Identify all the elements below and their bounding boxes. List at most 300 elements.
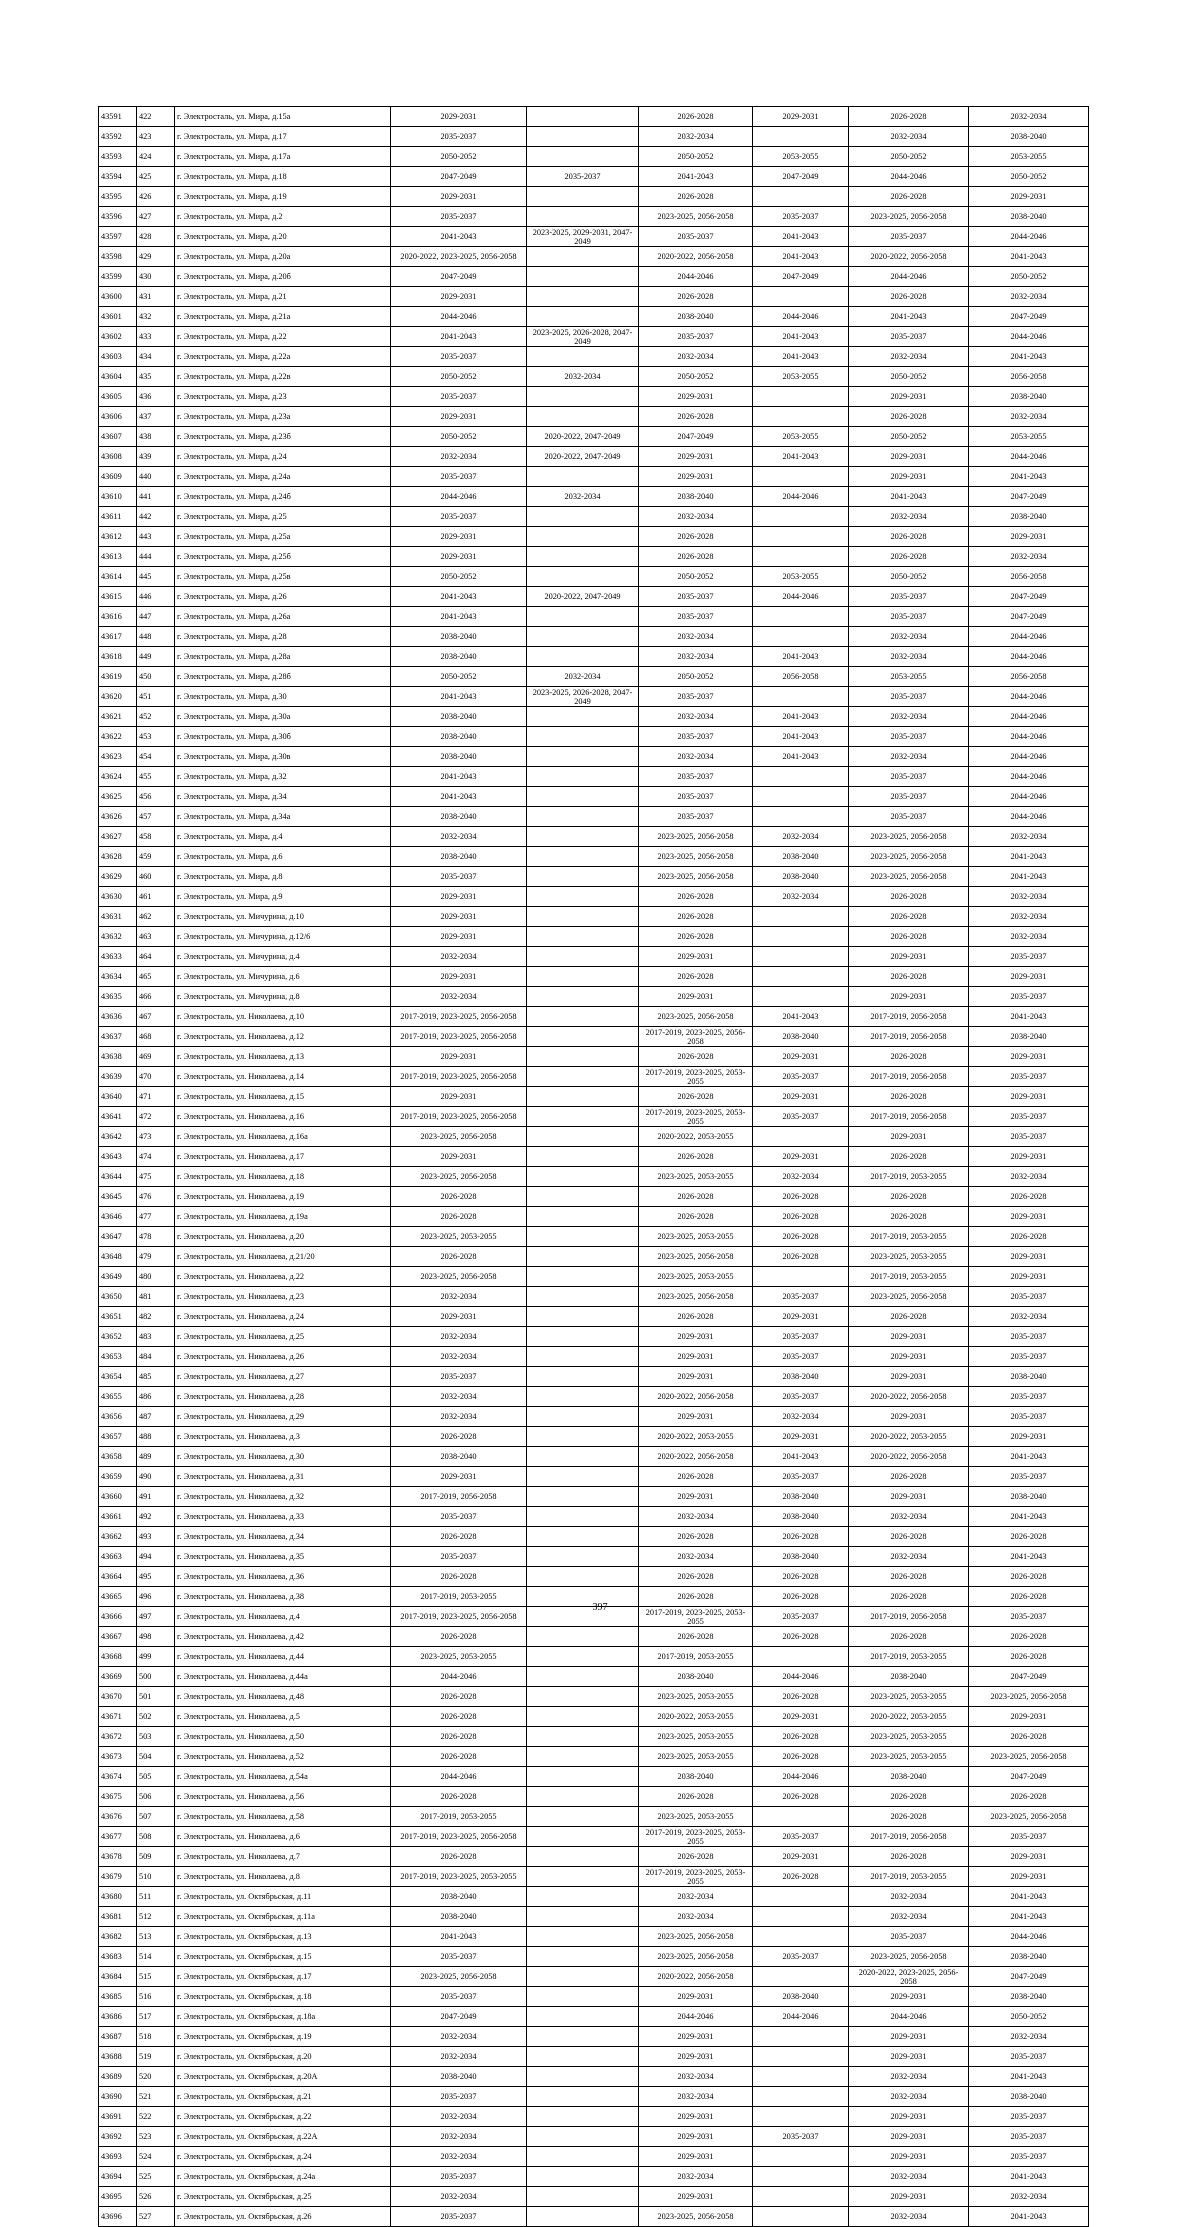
col7-period-cell: 2035-2037 (753, 2127, 849, 2147)
table-row (99, 1547, 1089, 1567)
row-number-cell: 510 (137, 1867, 175, 1887)
col8-period-cell: 2017-2019, 2053-2055 (849, 1647, 969, 1667)
col7-period-cell (753, 987, 849, 1007)
address-cell: г. Электросталь, ул. Мира, д.23а (175, 407, 391, 427)
col8-period-cell: 2032-2034 (849, 707, 969, 727)
col7-period-cell: 2044-2046 (753, 487, 849, 507)
table-row (99, 1647, 1089, 1667)
col9-period-cell: 2041-2043 (969, 867, 1089, 887)
col6-period-cell: 2032-2034 (639, 127, 753, 147)
address-cell: г. Электросталь, ул. Октябрьская, д.20 (175, 2047, 391, 2067)
col6-period-cell: 2020-2022, 2053-2055 (639, 1707, 753, 1727)
col4-period-cell: 2026-2028 (391, 1687, 527, 1707)
col4-period-cell: 2032-2034 (391, 2047, 527, 2067)
col5-period-cell (527, 1827, 639, 1847)
col4-period-cell: 2035-2037 (391, 1547, 527, 1567)
table-row (99, 327, 1089, 347)
col5-period-cell (527, 1347, 639, 1367)
table-row (99, 347, 1089, 367)
address-cell: г. Электросталь, ул. Мира, д.22а (175, 347, 391, 367)
table-row (99, 667, 1089, 687)
col5-period-cell: 2035-2037 (527, 167, 639, 187)
table-row (99, 927, 1089, 947)
record-id-cell: 43693 (99, 2147, 137, 2167)
col7-period-cell: 2032-2034 (753, 1167, 849, 1187)
record-id-cell: 43639 (99, 1067, 137, 1087)
col6-period-cell: 2035-2037 (639, 767, 753, 787)
col5-period-cell (527, 1207, 639, 1227)
col4-period-cell: 2023-2025, 2056-2058 (391, 1967, 527, 1987)
row-number-cell: 437 (137, 407, 175, 427)
record-id-cell: 43670 (99, 1687, 137, 1707)
table-row (99, 1427, 1089, 1447)
col7-period-cell (753, 407, 849, 427)
col8-period-cell: 2050-2052 (849, 367, 969, 387)
col5-period-cell: 2023-2025, 2026-2028, 2047-2049 (527, 327, 639, 347)
table-row (99, 647, 1089, 667)
col7-period-cell (753, 947, 849, 967)
row-number-cell: 496 (137, 1587, 175, 1607)
table-row (99, 1867, 1089, 1887)
row-number-cell: 521 (137, 2087, 175, 2107)
col7-period-cell: 2026-2028 (753, 1687, 849, 1707)
col5-period-cell (527, 307, 639, 327)
table-row (99, 607, 1089, 627)
col9-period-cell: 2053-2055 (969, 427, 1089, 447)
col7-period-cell (753, 527, 849, 547)
table-row (99, 1447, 1089, 1467)
col5-period-cell (527, 387, 639, 407)
col9-period-cell: 2035-2037 (969, 1347, 1089, 1367)
col7-period-cell: 2056-2058 (753, 667, 849, 687)
col4-period-cell: 2032-2034 (391, 2107, 527, 2127)
col7-period-cell: 2035-2037 (753, 1067, 849, 1087)
record-id-cell: 43672 (99, 1727, 137, 1747)
col5-period-cell (527, 767, 639, 787)
address-cell: г. Электросталь, ул. Николаева, д.23 (175, 1287, 391, 1307)
address-cell: г. Электросталь, ул. Мира, д.18 (175, 167, 391, 187)
table-row (99, 487, 1089, 507)
table-row (99, 1167, 1089, 1187)
col8-period-cell: 2017-2019, 2056-2058 (849, 1827, 969, 1847)
table-row (99, 1407, 1089, 1427)
address-cell: г. Электросталь, ул. Октябрьская, д.22 (175, 2107, 391, 2127)
table-row (99, 1967, 1089, 1987)
col6-period-cell: 2026-2028 (639, 1047, 753, 1067)
record-id-cell: 43677 (99, 1827, 137, 1847)
record-id-cell: 43613 (99, 547, 137, 567)
row-number-cell: 428 (137, 227, 175, 247)
col4-period-cell: 2035-2037 (391, 1947, 527, 1967)
address-cell: г. Электросталь, ул. Николаева, д.30 (175, 1447, 391, 1467)
record-id-cell: 43686 (99, 2007, 137, 2027)
table-row (99, 1707, 1089, 1727)
record-id-cell: 43608 (99, 447, 137, 467)
record-id-cell: 43593 (99, 147, 137, 167)
col6-period-cell: 2035-2037 (639, 687, 753, 707)
record-id-cell: 43629 (99, 867, 137, 887)
record-id-cell: 43662 (99, 1527, 137, 1547)
col9-period-cell: 2044-2046 (969, 627, 1089, 647)
row-number-cell: 422 (137, 107, 175, 127)
record-id-cell: 43633 (99, 947, 137, 967)
col6-period-cell: 2023-2025, 2053-2055 (639, 1267, 753, 1287)
col6-period-cell: 2035-2037 (639, 607, 753, 627)
col8-period-cell: 2044-2046 (849, 167, 969, 187)
col5-period-cell (527, 1567, 639, 1587)
col8-period-cell: 2032-2034 (849, 2207, 969, 2227)
col6-period-cell: 2023-2025, 2056-2058 (639, 827, 753, 847)
col4-period-cell: 2038-2040 (391, 1887, 527, 1907)
col4-period-cell: 2032-2034 (391, 827, 527, 847)
address-cell: г. Электросталь, ул. Мира, д.20а (175, 247, 391, 267)
col6-period-cell: 2032-2034 (639, 507, 753, 527)
record-id-cell: 43595 (99, 187, 137, 207)
address-cell: г. Электросталь, ул. Николаева, д.3 (175, 1427, 391, 1447)
address-cell: г. Электросталь, ул. Николаева, д.28 (175, 1387, 391, 1407)
col8-period-cell: 2029-2031 (849, 2127, 969, 2147)
col4-period-cell: 2029-2031 (391, 107, 527, 127)
address-cell: г. Электросталь, ул. Мира, д.28а (175, 647, 391, 667)
col8-period-cell: 2050-2052 (849, 567, 969, 587)
table-row (99, 1307, 1089, 1327)
col4-period-cell: 2038-2040 (391, 1447, 527, 1467)
table-row (99, 887, 1089, 907)
row-number-cell: 525 (137, 2167, 175, 2187)
col9-period-cell: 2044-2046 (969, 647, 1089, 667)
address-cell: г. Электросталь, ул. Николаева, д.6 (175, 1827, 391, 1847)
col8-period-cell: 2029-2031 (849, 1347, 969, 1367)
row-number-cell: 516 (137, 1987, 175, 2007)
row-number-cell: 501 (137, 1687, 175, 1707)
row-number-cell: 492 (137, 1507, 175, 1527)
address-cell: г. Электросталь, ул. Николаева, д.56 (175, 1787, 391, 1807)
col4-period-cell: 2032-2034 (391, 2147, 527, 2167)
col4-period-cell: 2047-2049 (391, 267, 527, 287)
col6-period-cell: 2032-2034 (639, 627, 753, 647)
col5-period-cell (527, 1847, 639, 1867)
col8-period-cell: 2026-2028 (849, 1087, 969, 1107)
address-cell: г. Электросталь, ул. Николаева, д.58 (175, 1807, 391, 1827)
col5-period-cell (527, 467, 639, 487)
col7-period-cell (753, 467, 849, 487)
record-id-cell: 43646 (99, 1207, 137, 1227)
col4-period-cell: 2035-2037 (391, 507, 527, 527)
col4-period-cell: 2026-2028 (391, 1567, 527, 1587)
col9-period-cell: 2035-2037 (969, 2127, 1089, 2147)
col8-period-cell: 2026-2028 (849, 287, 969, 307)
col9-period-cell: 2047-2049 (969, 307, 1089, 327)
record-id-cell: 43632 (99, 927, 137, 947)
table-row (99, 407, 1089, 427)
col8-period-cell: 2044-2046 (849, 267, 969, 287)
col4-period-cell: 2029-2031 (391, 1467, 527, 1487)
col6-period-cell: 2023-2025, 2053-2055 (639, 1807, 753, 1827)
row-number-cell: 478 (137, 1227, 175, 1247)
row-number-cell: 457 (137, 807, 175, 827)
record-id-cell: 43615 (99, 587, 137, 607)
col4-period-cell: 2038-2040 (391, 807, 527, 827)
col8-period-cell: 2023-2025, 2056-2058 (849, 1947, 969, 1967)
schedule-table (98, 106, 1089, 2227)
address-cell: г. Электросталь, ул. Николаева, д.19а (175, 1207, 391, 1227)
col4-period-cell: 2041-2043 (391, 227, 527, 247)
col4-period-cell: 2029-2031 (391, 527, 527, 547)
col9-period-cell: 2038-2040 (969, 1987, 1089, 2007)
col8-period-cell: 2029-2031 (849, 447, 969, 467)
record-id-cell: 43612 (99, 527, 137, 547)
col8-period-cell: 2020-2022, 2056-2058 (849, 1387, 969, 1407)
table-row (99, 2007, 1089, 2027)
row-number-cell: 461 (137, 887, 175, 907)
col4-period-cell: 2035-2037 (391, 867, 527, 887)
table-row (99, 187, 1089, 207)
col8-period-cell: 2017-2019, 2056-2058 (849, 1107, 969, 1127)
col5-period-cell: 2020-2022, 2047-2049 (527, 447, 639, 467)
address-cell: г. Электросталь, ул. Николаева, д.42 (175, 1627, 391, 1647)
address-cell: г. Электросталь, ул. Мира, д.15а (175, 107, 391, 127)
address-cell: г. Электросталь, ул. Мичурина, д.4 (175, 947, 391, 967)
col9-period-cell: 2038-2040 (969, 1487, 1089, 1507)
row-number-cell: 520 (137, 2067, 175, 2087)
col9-period-cell: 2026-2028 (969, 1647, 1089, 1667)
table-row (99, 1487, 1089, 1507)
col5-period-cell (527, 1187, 639, 1207)
col9-period-cell: 2035-2037 (969, 1827, 1089, 1847)
record-id-cell: 43675 (99, 1787, 137, 1807)
col5-period-cell (527, 807, 639, 827)
record-id-cell: 43689 (99, 2067, 137, 2087)
col7-period-cell: 2047-2049 (753, 167, 849, 187)
table-row (99, 127, 1089, 147)
table-row (99, 547, 1089, 567)
col5-period-cell (527, 1947, 639, 1967)
col4-period-cell: 2017-2019, 2023-2025, 2056-2058 (391, 1027, 527, 1047)
record-id-cell: 43649 (99, 1267, 137, 1287)
col7-period-cell: 2038-2040 (753, 1367, 849, 1387)
address-cell: г. Электросталь, ул. Николаева, д.14 (175, 1067, 391, 1087)
record-id-cell: 43650 (99, 1287, 137, 1307)
col6-period-cell: 2038-2040 (639, 307, 753, 327)
col7-period-cell: 2035-2037 (753, 1347, 849, 1367)
col6-period-cell: 2032-2034 (639, 1547, 753, 1567)
col5-period-cell (527, 1287, 639, 1307)
row-number-cell: 511 (137, 1887, 175, 1907)
col9-period-cell: 2023-2025, 2056-2058 (969, 1747, 1089, 1767)
col5-period-cell (527, 1367, 639, 1387)
col4-period-cell: 2032-2034 (391, 1387, 527, 1407)
col9-period-cell: 2029-2031 (969, 1707, 1089, 1727)
row-number-cell: 509 (137, 1847, 175, 1867)
col4-period-cell: 2044-2046 (391, 1667, 527, 1687)
col6-period-cell: 2032-2034 (639, 647, 753, 667)
col6-period-cell: 2023-2025, 2053-2055 (639, 1167, 753, 1187)
col7-period-cell (753, 907, 849, 927)
record-id-cell: 43628 (99, 847, 137, 867)
address-cell: г. Электросталь, ул. Николаева, д.27 (175, 1367, 391, 1387)
col4-period-cell: 2026-2028 (391, 1247, 527, 1267)
col5-period-cell (527, 1247, 639, 1267)
col8-period-cell: 2023-2025, 2053-2055 (849, 1687, 969, 1707)
address-cell: г. Электросталь, ул. Николаева, д.20 (175, 1227, 391, 1247)
col5-period-cell (527, 1907, 639, 1927)
col8-period-cell: 2026-2028 (849, 1627, 969, 1647)
row-number-cell: 499 (137, 1647, 175, 1667)
col5-period-cell (527, 1547, 639, 1567)
col8-period-cell: 2020-2022, 2023-2025, 2056-2058 (849, 1967, 969, 1987)
col6-period-cell: 2029-2031 (639, 447, 753, 467)
row-number-cell: 445 (137, 567, 175, 587)
address-cell: г. Электросталь, ул. Мира, д.26 (175, 587, 391, 607)
col9-period-cell: 2032-2034 (969, 887, 1089, 907)
col5-period-cell: 2032-2034 (527, 487, 639, 507)
row-number-cell: 441 (137, 487, 175, 507)
col7-period-cell: 2029-2031 (753, 1847, 849, 1867)
col6-period-cell: 2023-2025, 2056-2058 (639, 847, 753, 867)
col4-period-cell: 2026-2028 (391, 1787, 527, 1807)
table-row (99, 1107, 1089, 1127)
col7-period-cell (753, 927, 849, 947)
col8-period-cell: 2032-2034 (849, 507, 969, 527)
col4-period-cell: 2041-2043 (391, 587, 527, 607)
record-id-cell: 43643 (99, 1147, 137, 1167)
col9-period-cell: 2032-2034 (969, 547, 1089, 567)
address-cell: г. Электросталь, ул. Мира, д.6 (175, 847, 391, 867)
col7-period-cell: 2041-2043 (753, 747, 849, 767)
col5-period-cell: 2032-2034 (527, 367, 639, 387)
col4-period-cell: 2023-2025, 2056-2058 (391, 1167, 527, 1187)
col4-period-cell: 2026-2028 (391, 1727, 527, 1747)
col9-period-cell: 2047-2049 (969, 607, 1089, 627)
col9-period-cell: 2032-2034 (969, 827, 1089, 847)
col8-period-cell: 2029-2031 (849, 1367, 969, 1387)
col7-period-cell (753, 787, 849, 807)
address-cell: г. Электросталь, ул. Николаева, д.4 (175, 1607, 391, 1627)
table-row (99, 807, 1089, 827)
col4-period-cell: 2038-2040 (391, 2067, 527, 2087)
col7-period-cell: 2026-2028 (753, 1227, 849, 1247)
col8-period-cell: 2029-2031 (849, 467, 969, 487)
address-cell: г. Электросталь, ул. Николаева, д.38 (175, 1587, 391, 1607)
col4-period-cell: 2044-2046 (391, 1767, 527, 1787)
col6-period-cell: 2023-2025, 2056-2058 (639, 867, 753, 887)
col9-period-cell: 2038-2040 (969, 207, 1089, 227)
row-number-cell: 502 (137, 1707, 175, 1727)
col8-period-cell: 2029-2031 (849, 1327, 969, 1347)
row-number-cell: 444 (137, 547, 175, 567)
row-number-cell: 466 (137, 987, 175, 1007)
col7-period-cell: 2041-2043 (753, 647, 849, 667)
col7-period-cell: 2053-2055 (753, 567, 849, 587)
address-cell: г. Электросталь, ул. Николаева, д.15 (175, 1087, 391, 1107)
col4-period-cell: 2029-2031 (391, 927, 527, 947)
table-row (99, 147, 1089, 167)
record-id-cell: 43591 (99, 107, 137, 127)
table-row (99, 2127, 1089, 2147)
table-row (99, 1127, 1089, 1147)
address-cell: г. Электросталь, ул. Николаева, д.44а (175, 1667, 391, 1687)
table-row (99, 727, 1089, 747)
record-id-cell: 43640 (99, 1087, 137, 1107)
col6-period-cell: 2026-2028 (639, 907, 753, 927)
address-cell: г. Электросталь, ул. Мичурина, д.12/6 (175, 927, 391, 947)
col4-period-cell: 2035-2037 (391, 2167, 527, 2187)
address-cell: г. Электросталь, ул. Мира, д.34 (175, 787, 391, 807)
col7-period-cell (753, 1907, 849, 1927)
table-row (99, 767, 1089, 787)
address-cell: г. Электросталь, ул. Николаева, д.36 (175, 1567, 391, 1587)
table-row (99, 2087, 1089, 2107)
table-row (99, 2067, 1089, 2087)
col4-period-cell: 2032-2034 (391, 2027, 527, 2047)
col7-period-cell: 2029-2031 (753, 107, 849, 127)
col8-period-cell: 2026-2028 (849, 1207, 969, 1227)
col5-period-cell (527, 707, 639, 727)
row-number-cell: 484 (137, 1347, 175, 1367)
col7-period-cell: 2026-2028 (753, 1247, 849, 1267)
col6-period-cell: 2029-2031 (639, 1987, 753, 2007)
col4-period-cell: 2026-2028 (391, 1527, 527, 1547)
address-cell: г. Электросталь, ул. Мира, д.19 (175, 187, 391, 207)
col9-period-cell: 2029-2031 (969, 1247, 1089, 1267)
col7-period-cell: 2026-2028 (753, 1747, 849, 1767)
col6-period-cell: 2035-2037 (639, 327, 753, 347)
col4-period-cell: 2035-2037 (391, 467, 527, 487)
table-row (99, 1807, 1089, 1827)
address-cell: г. Электросталь, ул. Мира, д.24 (175, 447, 391, 467)
table-row (99, 2027, 1089, 2047)
address-cell: г. Электросталь, ул. Мира, д.21а (175, 307, 391, 327)
table-row (99, 427, 1089, 447)
address-cell: г. Электросталь, ул. Николаева, д.29 (175, 1407, 391, 1427)
table-row (99, 1267, 1089, 1287)
col4-period-cell: 2026-2028 (391, 1187, 527, 1207)
record-id-cell: 43665 (99, 1587, 137, 1607)
col5-period-cell (527, 187, 639, 207)
address-cell: г. Электросталь, ул. Октябрьская, д.18 (175, 1987, 391, 2007)
col6-period-cell: 2020-2022, 2056-2058 (639, 247, 753, 267)
address-cell: г. Электросталь, ул. Мира, д.17а (175, 147, 391, 167)
record-id-cell: 43598 (99, 247, 137, 267)
record-id-cell: 43684 (99, 1967, 137, 1987)
address-cell: г. Электросталь, ул. Николаева, д.24 (175, 1307, 391, 1327)
col9-period-cell: 2041-2043 (969, 1447, 1089, 1467)
col8-period-cell: 2023-2025, 2056-2058 (849, 207, 969, 227)
col6-period-cell: 2029-2031 (639, 2127, 753, 2147)
col4-period-cell: 2017-2019, 2023-2025, 2056-2058 (391, 1607, 527, 1627)
record-id-cell: 43621 (99, 707, 137, 727)
col5-period-cell (527, 107, 639, 127)
col5-period-cell (527, 1467, 639, 1487)
col4-period-cell: 2029-2031 (391, 547, 527, 567)
address-cell: г. Электросталь, ул. Мира, д.20 (175, 227, 391, 247)
address-cell: г. Электросталь, ул. Мира, д.30в (175, 747, 391, 767)
col7-period-cell: 2044-2046 (753, 1667, 849, 1687)
col6-period-cell: 2023-2025, 2053-2055 (639, 1727, 753, 1747)
col7-period-cell: 2029-2031 (753, 1307, 849, 1327)
col6-period-cell: 2029-2031 (639, 1327, 753, 1347)
row-number-cell: 431 (137, 287, 175, 307)
col9-period-cell: 2032-2034 (969, 907, 1089, 927)
row-number-cell: 508 (137, 1827, 175, 1847)
table-row (99, 1827, 1089, 1847)
col9-period-cell: 2044-2046 (969, 747, 1089, 767)
col4-period-cell: 2041-2043 (391, 327, 527, 347)
col4-period-cell: 2032-2034 (391, 447, 527, 467)
col8-period-cell: 2032-2034 (849, 347, 969, 367)
row-number-cell: 487 (137, 1407, 175, 1427)
col4-period-cell: 2041-2043 (391, 767, 527, 787)
